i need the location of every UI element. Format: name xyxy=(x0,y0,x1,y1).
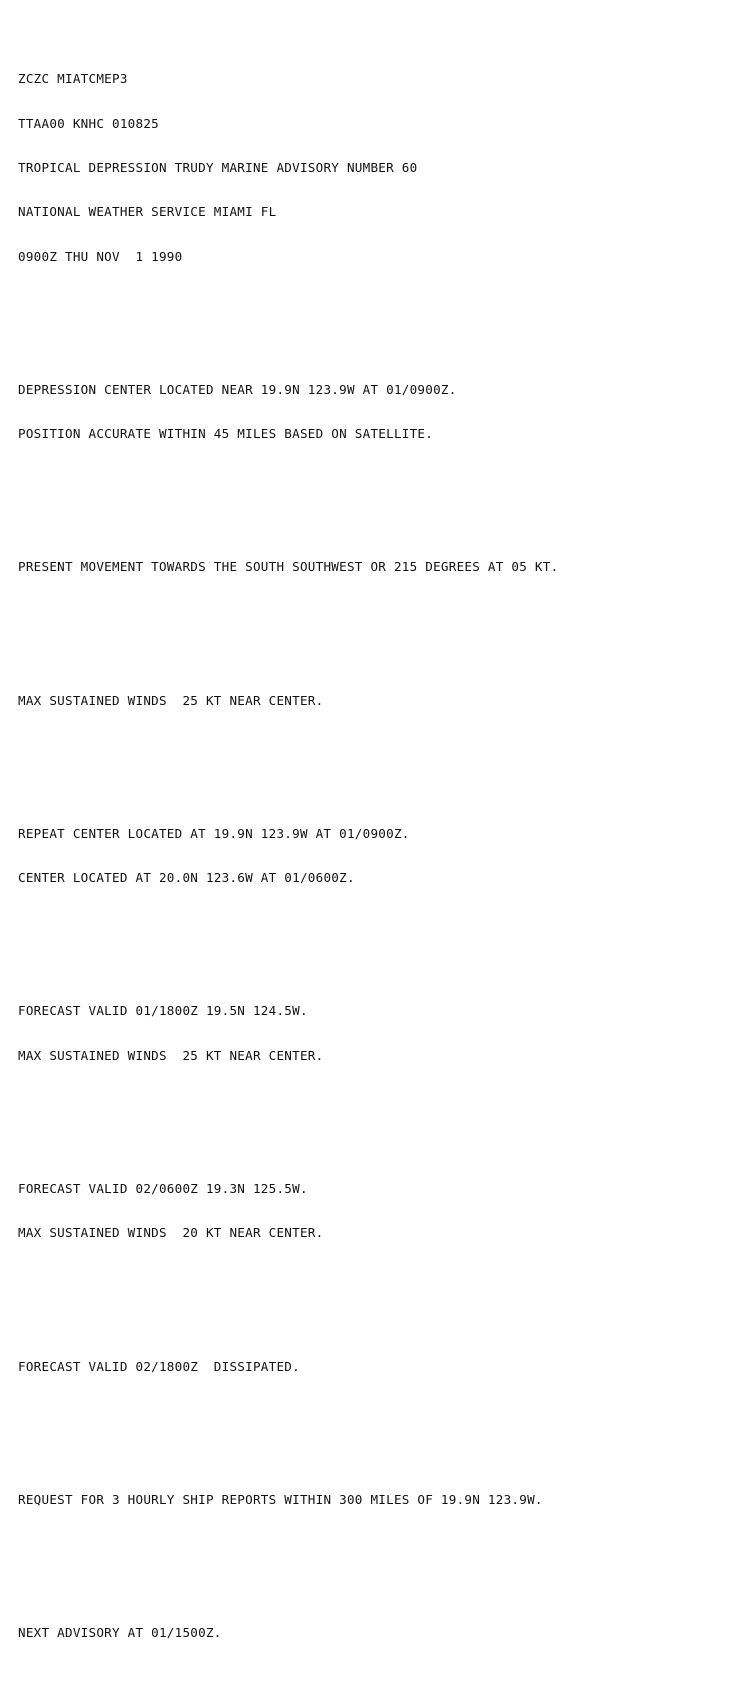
forecast-section-3 xyxy=(18,1330,718,1404)
marine-advisory-document xyxy=(18,13,718,1685)
transmission-start-code: ZCZC MIATCMEP3 xyxy=(18,71,128,87)
max-winds-line: MAX SUSTAINED WINDS 25 KT NEAR CENTER. xyxy=(18,692,324,708)
forecast-dissipation-line: FORECAST VALID 02/1800Z DISSIPATED. xyxy=(18,1358,300,1374)
forecast-winds-line: MAX SUSTAINED WINDS 25 KT NEAR CENTER. xyxy=(18,1047,324,1063)
movement-section xyxy=(18,531,718,605)
forecast-section-1 xyxy=(18,975,718,1093)
present-movement-line: PRESENT MOVEMENT TOWARDS THE SOUTH SOUTHWEST OR 215 DEGREES AT 05 KT. xyxy=(18,559,559,575)
issuing-office: NATIONAL WEATHER SERVICE MIAMI FL xyxy=(18,204,277,220)
ship-report-request-line: REQUEST FOR 3 HOURLY SHIP REPORTS WITHIN 300 MILES OF 19.9N 123.9W. xyxy=(18,1491,543,1507)
forecast-section-2 xyxy=(18,1152,718,1270)
issue-time: 0900Z THU NOV 1 1990 xyxy=(18,248,183,264)
repeat-center-line: REPEAT CENTER LOCATED AT 19.9N 123.9W AT 01/0900Z. xyxy=(18,825,410,841)
forecast-winds-line: MAX SUSTAINED WINDS 20 KT NEAR CENTER. xyxy=(18,1225,324,1241)
bulletin-identifier: TTAA00 KNHC 010825 xyxy=(18,115,159,131)
next-advisory-line: NEXT ADVISORY AT 01/1500Z. xyxy=(18,1624,222,1640)
ship-report-request-section xyxy=(18,1463,718,1537)
forecast-position-line: FORECAST VALID 02/0600Z 19.3N 125.5W. xyxy=(18,1180,308,1196)
winds-section xyxy=(18,664,718,738)
advisory-header xyxy=(18,43,718,295)
forecast-position-line: FORECAST VALID 01/1800Z 19.5N 124.5W. xyxy=(18,1003,308,1019)
repeat-center-section xyxy=(18,797,718,915)
position-accuracy-line: POSITION ACCURATE WITHIN 45 MILES BASED ON SATELLITE. xyxy=(18,426,434,442)
center-position-section xyxy=(18,353,718,471)
next-advisory-section xyxy=(18,1596,718,1670)
previous-center-line: CENTER LOCATED AT 20.0N 123.6W AT 01/0600Z. xyxy=(18,870,355,886)
advisory-title: TROPICAL DEPRESSION TRUDY MARINE ADVISORY NUMBER 60 xyxy=(18,159,418,175)
center-position-line: DEPRESSION CENTER LOCATED NEAR 19.9N 123.9W AT 01/0900Z. xyxy=(18,381,457,397)
